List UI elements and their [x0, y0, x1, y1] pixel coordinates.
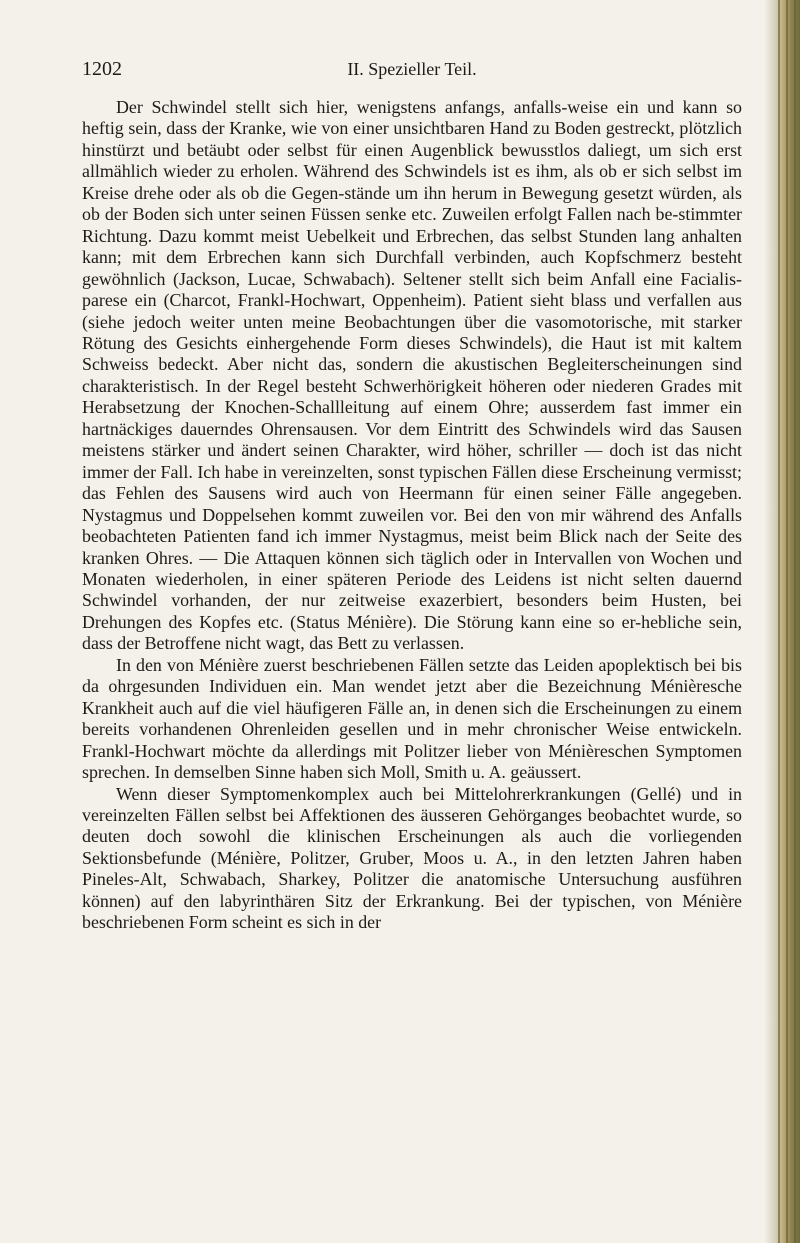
- page-number: 1202: [82, 58, 122, 80]
- body-text: [82, 97, 742, 934]
- page-header: [82, 58, 742, 82]
- paragraph-2: In den von Ménière zuerst beschriebenen Fällen setzte das Leiden apoplektisch bei bis da ohrgesunden Individuen ein. Man wendet jetzt aber die Bezeichnung Ménièresche Krankheit auch auf die viel häufigeren Fälle an, in denen sich die Erscheinungen zu einem bereits vorhandenen Ohrenleiden gesellen und in mehr chronischer Weise entwickeln. Frankl-Hochwart möchte da allerdings mit Politzer lieber von Ménièreschen Symptomen sprechen. In demselben Sinne haben sich Moll, Smith u. A. geäussert.: [82, 654, 742, 783]
- paragraph-3: Wenn dieser Symptomenkomplex auch bei Mittelohrerkrankungen (Gellé) und in vereinzelten Fällen selbst bei Affektionen des äusseren Gehörganges beobachtet wurde, so deuten doch sowohl die klinischen Erscheinungen als auch die vorliegenden Sektionsbefunde (Ménière, Politzer, Gruber, Moos u. A., in den letzten Jahren haben Pineles-Alt, Schwabach, Sharkey, Politzer die anatomische Untersuchung ausführen können) auf den labyrinthären Sitz der Erkrankung. Bei der typischen, von Ménière beschriebenen Form scheint es sich in der: [82, 783, 742, 933]
- paragraph-1: Der Schwindel stellt sich hier, wenigstens anfangs, anfalls-weise ein und kann so heftig sein, dass der Kranke, wie von einer unsichtbaren Hand zu Boden gestreckt, plötzlich hinstürzt und betäubt oder selbst für einen Augenblick bewusstlos daliegt, um sich erst allmählich wieder zu erholen. Während des Schwindels ist es ihm, als ob er sich selbst im Kreise drehe oder als ob die Gegen-stände um ihn herum in Bewegung gesetzt würden, als ob der Boden sich unter seinen Füssen senke etc. Zuweilen erfolgt Fallen nach be-stimmter Richtung. Dazu kommt meist Uebelkeit und Erbrechen, das selbst Stunden lang anhalten kann; mit dem Erbrechen kann sich Durchfall verbinden, auch Kopfschmerz besteht gewöhnlich (Jackson, Lucae, Schwabach). Seltener stellt sich beim Anfall eine Facialis-parese ein (Charcot, Frankl-Hochwart, Oppenheim). Patient sieht blass und verfallen aus (siehe jedoch weiter unten meine Beobachtungen über die vasomotorische, mit starker Rötung des Gesichts einhergehende Form dieses Schwindels), die Haut ist mit kaltem Schweiss bedeckt. Aber nicht das, sondern die akustischen Begleiterscheinungen sind charakteristisch. In der Regel besteht Schwerhörigkeit höheren oder niederen Grades mit Herabsetzung der Knochen-Schallleitung auf einem Ohre; ausserdem fast immer ein hartnäckiges dauerndes Ohrensausen. Vor dem Eintritt des Schwindels wird das Sausen meistens stärker und ändert seinen Charakter, wird höher, schriller — doch ist das nicht immer der Fall. Ich habe in vereinzelten, sonst typischen Fällen diese Erscheinung vermisst; das Fehlen des Sausens wird auch von Heermann für einen seiner Fälle angegeben. Nystagmus und Doppelsehen kommt zuweilen vor. Bei den von mir während des Anfalls beobachteten Patienten fand ich immer Nystagmus, meist beim Blick nach der Seite des kranken Ohres. — Die Attaquen können sich täglich oder in Intervallen von Wochen und Monaten wiederholen, in einer späteren Periode des Leidens ist nicht selten dauernd Schwindel vorhanden, der nur zeitweise exazerbiert, besonders beim Husten, bei Drehungen des Kopfes etc. (Status Ménière). Die Störung kann eine so er-hebliche sein, dass der Betroffene nicht wagt, das Bett zu verlassen.: [82, 97, 742, 654]
- running-head: II. Spezieller Teil.: [347, 59, 477, 79]
- scan-edge-shadow: [764, 0, 800, 1243]
